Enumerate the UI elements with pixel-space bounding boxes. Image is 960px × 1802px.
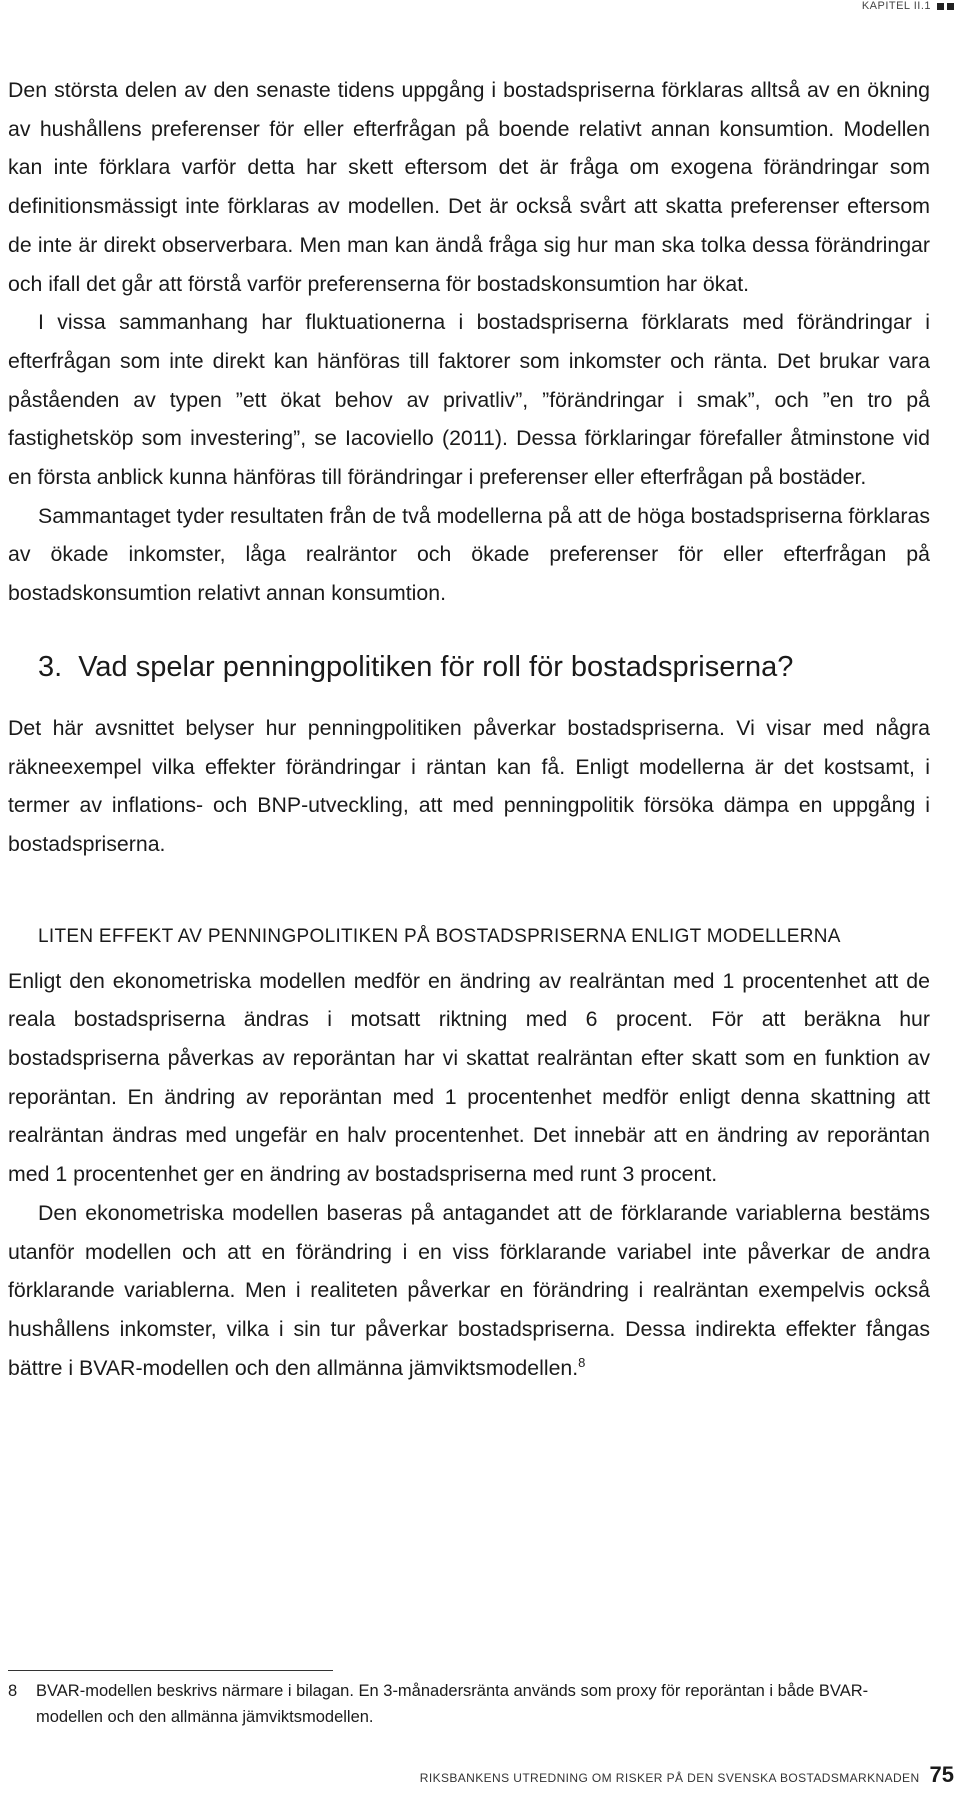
section-intro: Det här avsnittet belyser hur penningpolitiken påverkar bostadspriserna. Vi visar med några räkneexempel vilka effekter förändringar i räntan kan få. Enligt modellerna är det kostsamt, i termer av inflations- och BNP-utveckling, att med penningpolitik försöka dämpa en uppgång i bostadspriserna. bbox=[8, 715, 930, 856]
page-number: 75 bbox=[929, 1762, 954, 1787]
footnote bbox=[8, 1678, 930, 1730]
section-title: Vad spelar penningpolitiken för roll för bostadspriserna? bbox=[78, 650, 794, 683]
paragraph-preferences: Den största delen av den senaste tidens uppgång i bostadspriserna förklaras alltså av en ökning av hushållens preferenser för eller efterfrågan på boende relativt annan konsumtion. Modellen kan inte förklara varför detta har skett eftersom det är fråga om exogena förändringar som definitionsmässigt inte förklaras av modellen. Det är också svårt att skatta preferenser eftersom de inte är direkt observerbara. Men man kan ändå fråga sig hur man ska tolka dessa förändringar och ifall det går att förstå varför preferenserna för bostadskonsumtion har ökat. bbox=[8, 78, 930, 296]
footer-publication-title: RIKSBANKENS UTREDNING OM RISKER PÅ DEN SVENSKA BOSTADSMARKNADEN bbox=[419, 1771, 920, 1785]
chapter-label: KAPITEL II.1 bbox=[861, 0, 931, 12]
running-header bbox=[862, 0, 954, 12]
paragraph-summary: Sammantaget tyder resultaten från de två modellerna på att de höga bostadspriserna förklaras av ökade inkomster, låga realräntor och ökade preferenser för eller efterfrågan på bostadskonsumtion relativt annan konsumtion. bbox=[8, 503, 930, 606]
header-square-marks bbox=[937, 3, 954, 10]
paragraph-econometric-effect: Enligt den ekonometriska modellen medför en ändring av realräntan med 1 procentenhet att de reala bostadspriserna ändras i motsatt riktning med 6 procent. För att beräkna hur bostadspriserna påverkas av reporäntan har vi skattat realräntan efter skatt som en funktion av reporäntan. En ändring av reporäntan med 1 procentenhet medför enligt denna skattning att realräntan ändras med ungefär en halv procentenhet. Det innebär att en ändring av reporäntan med 1 procentenhet ger en ändring av bostadspriserna med runt 3 procent. bbox=[8, 968, 930, 1187]
paragraph-model-assumption-text: Den ekonometriska modellen baseras på antagandet att de förklarande variablerna bestäms utanför modellen och att en förändring i en viss förklarande variabel inte påverkar de andra förklarande variablerna. Men i realiteten påverkar en förändring i realräntan exempelvis också hushållens inkomster, vilka i sin tur påverkar bostadspriserna. Dessa indirekta effekter fångas bättre i BVAR-modellen och den allmänna jämviktsmodellen. bbox=[8, 1200, 930, 1380]
footnote-reference[interactable]: 8 bbox=[578, 1354, 586, 1370]
footnote-divider bbox=[8, 1670, 333, 1671]
footnote-text: BVAR-modellen beskrivs närmare i bilagan. En 3-månadersränta används som proxy för reporäntan i både BVAR-modellen och den allmänna jämviktsmodellen. bbox=[36, 1682, 869, 1726]
section-heading bbox=[38, 647, 930, 687]
subsection-heading: LITEN EFFEKT AV PENNINGPOLITIKEN PÅ BOSTADSPRISERNA ENLIGT MODELLERNA bbox=[38, 925, 841, 947]
section-number: 3. bbox=[38, 650, 63, 683]
running-footer bbox=[420, 1762, 954, 1788]
footnote-number: 8 bbox=[8, 1682, 18, 1700]
paragraph-model-assumption bbox=[8, 1194, 930, 1388]
page-body bbox=[8, 71, 930, 1387]
paragraph-fluctuations: I vissa sammanhang har fluktuationerna i bostadspriserna förklarats med förändringar i efterfrågan som inte direkt kan hänföras till faktorer som inkomster och ränta. Det brukar vara påståenden av typen ”ett ökat behov av privatliv”, ”förändringar i smak”, och ”en tro på fastighetsköp som investering”, se Iacoviello (2011). Dessa förklaringar förefaller åtminstone vid en första anblick kunna hänföras till förändringar i preferenser eller efterfrågan på bostäder. bbox=[8, 310, 930, 490]
